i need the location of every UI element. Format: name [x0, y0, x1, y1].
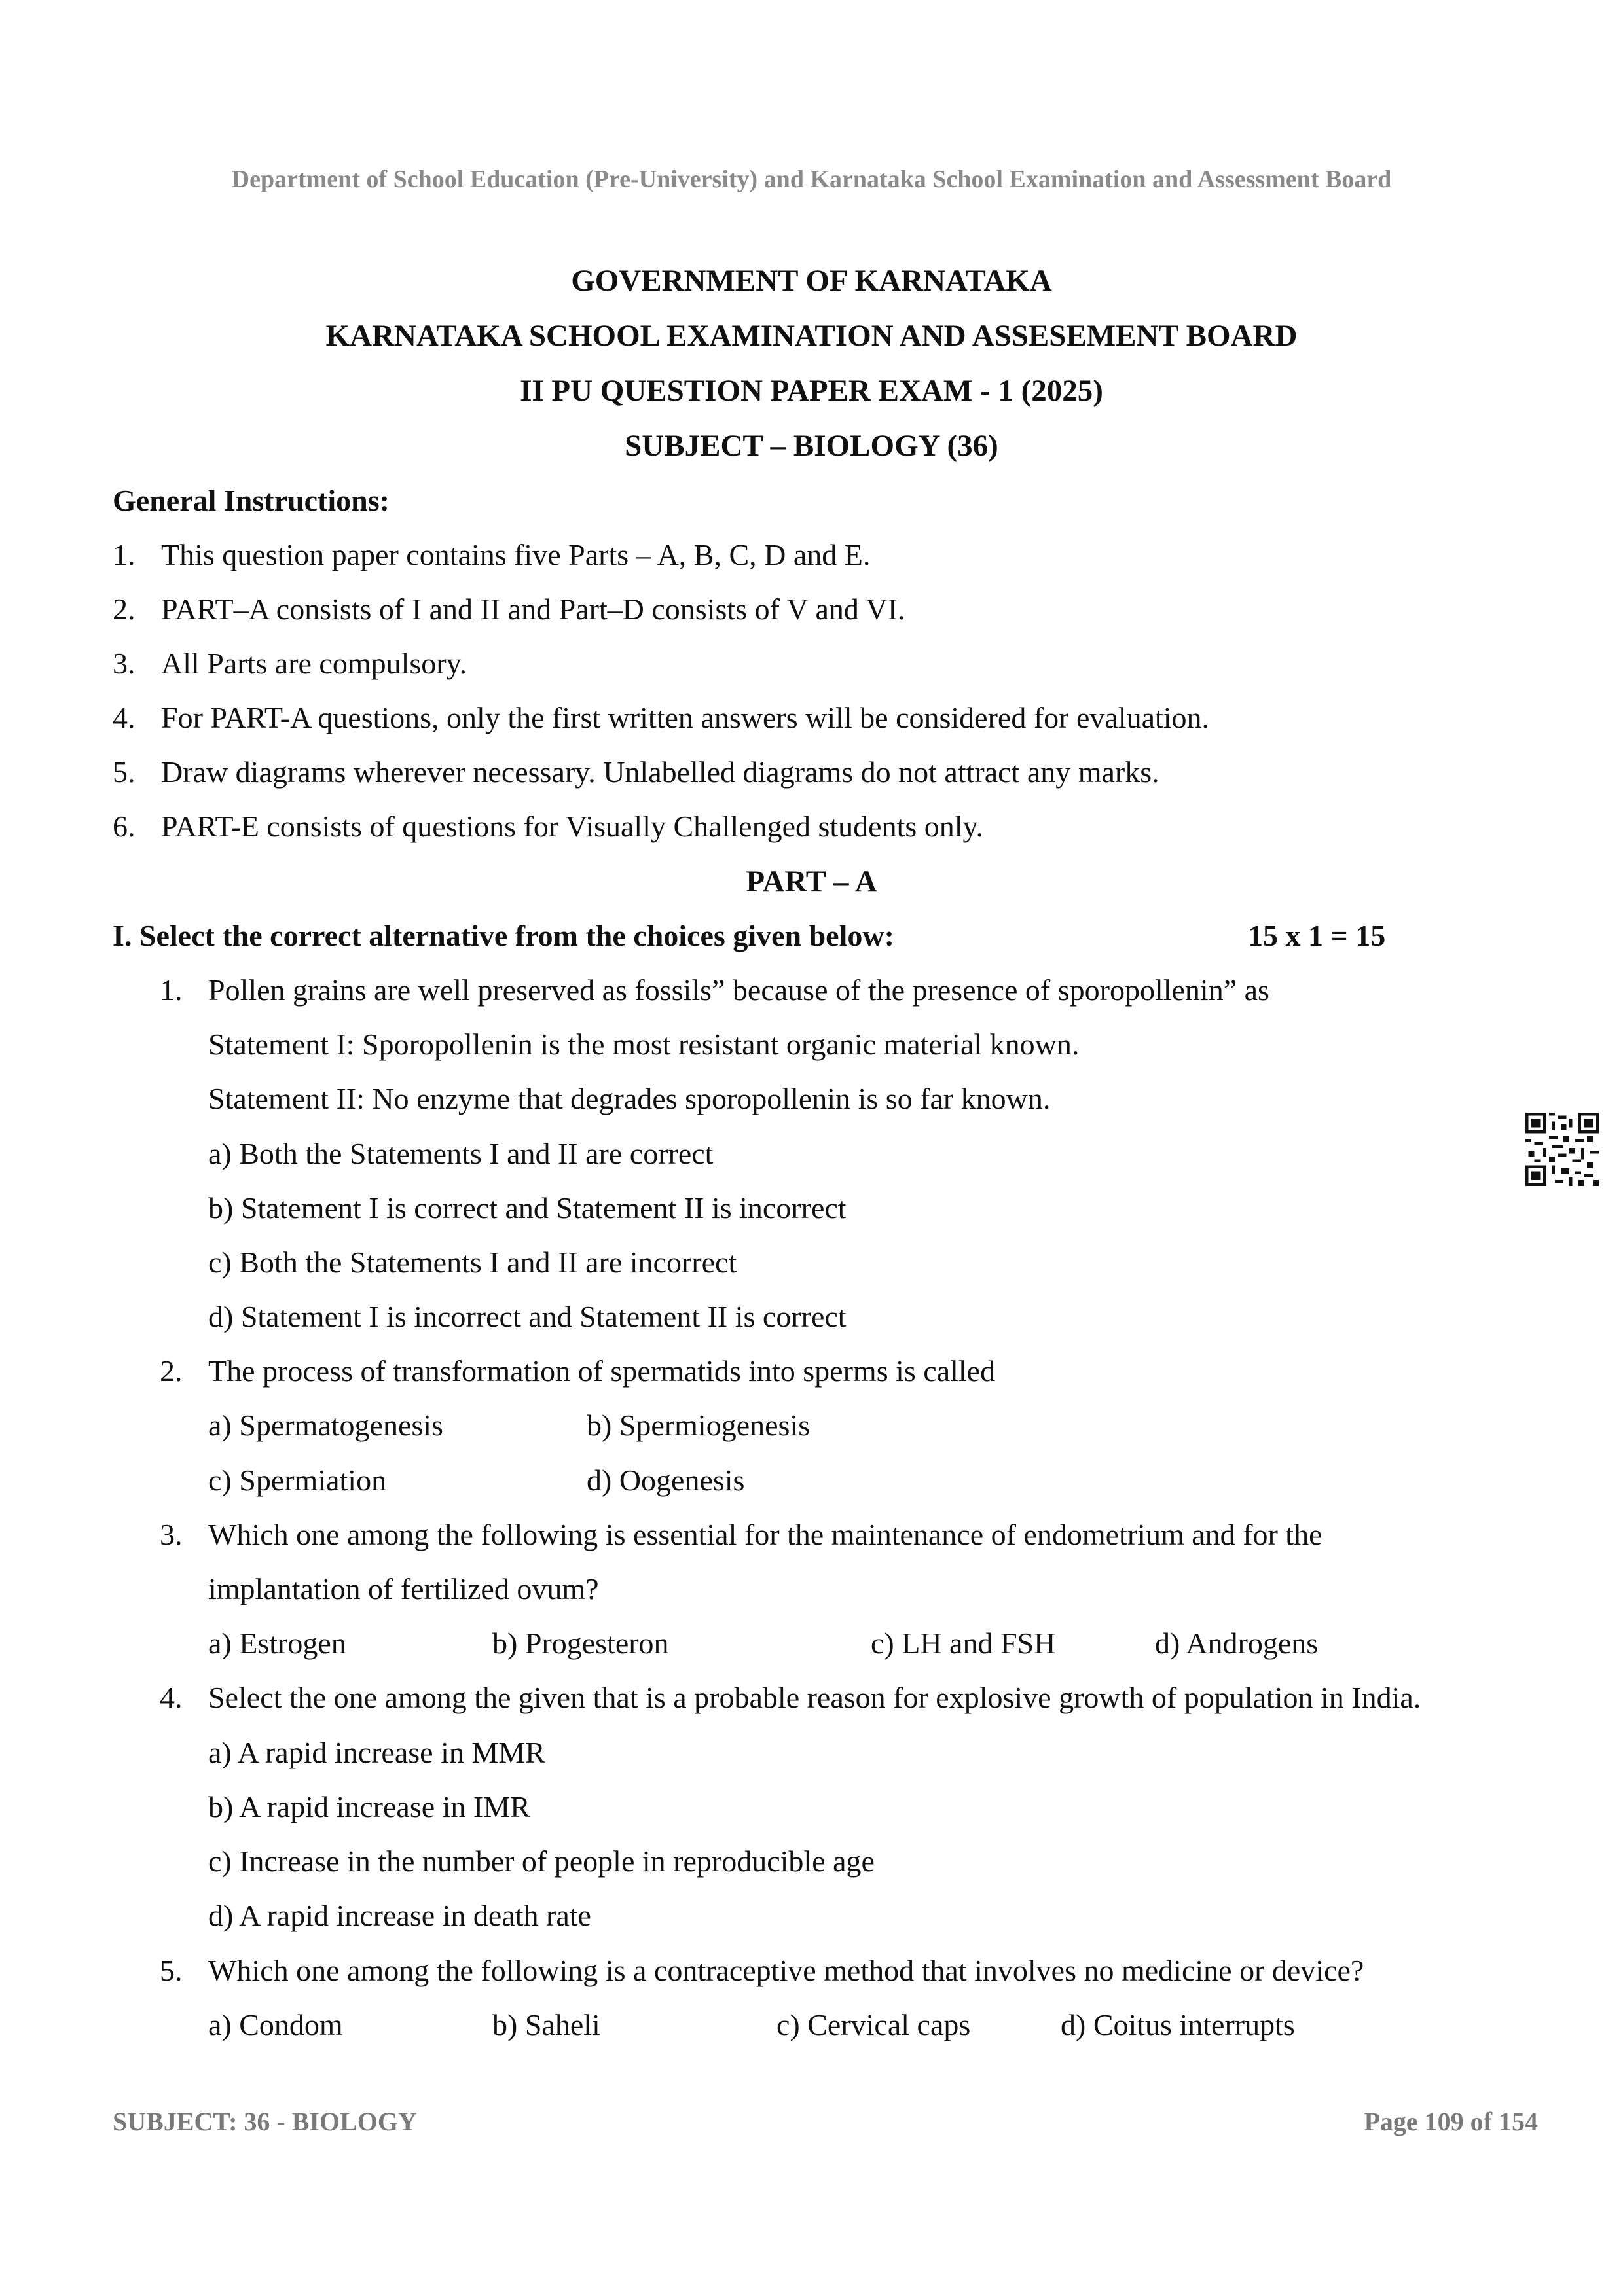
- question-5-option-c: c) Cervical caps: [776, 2008, 971, 2041]
- question-4-option-a: a) A rapid increase in MMR: [208, 1736, 545, 1769]
- question-5-option-a: a) Condom: [208, 2008, 343, 2041]
- question-4-option-d: d) A rapid increase in death rate: [208, 1899, 591, 1932]
- instruction-number: 1.: [113, 538, 136, 571]
- question-4-option-b: b) A rapid increase in IMR: [208, 1790, 530, 1823]
- question-5-option-b: b) Saheli: [492, 2008, 600, 2041]
- question-number: 5.: [160, 1954, 183, 1987]
- question-1-option-d: d) Statement I is incorrect and Statement II is correct: [208, 1300, 847, 1333]
- instruction-item: [113, 700, 1209, 735]
- title-exam: II PU QUESTION PAPER EXAM - 1 (2025): [520, 374, 1103, 408]
- question-3-option-c: c) LH and FSH: [871, 1626, 1056, 1660]
- question-text: Pollen grains are well preserved as fossils” because of the presence of sporopollenin” as: [208, 973, 1269, 1007]
- qr-code-icon: [1525, 1113, 1599, 1186]
- question-number: 3.: [160, 1518, 183, 1551]
- instructions-heading: General Instructions:: [113, 484, 390, 517]
- question-3-continuation: implantation of fertilized ovum?: [208, 1572, 599, 1605]
- question-1-option-c: c) Both the Statements I and II are incorrect: [208, 1246, 737, 1279]
- title-subject: SUBJECT – BIOLOGY (36): [625, 429, 998, 463]
- question-1-option-b: b) Statement I is correct and Statement II is incorrect: [208, 1191, 847, 1225]
- instruction-text: Draw diagrams wherever necessary. Unlabelled diagrams do not attract any marks.: [161, 755, 1159, 789]
- section-marks: 15 x 1 = 15: [1248, 919, 1386, 952]
- question-1-statement-2: Statement II: No enzyme that degrades sporopollenin is so far known.: [208, 1082, 1051, 1115]
- question-text: Select the one among the given that is a probable reason for explosive growth of population in India.: [208, 1681, 1421, 1714]
- department-header: Department of School Education (Pre-University) and Karnataka School Examination and Assessment Board: [231, 166, 1392, 193]
- instruction-item: [113, 592, 905, 626]
- instruction-number: 2.: [113, 592, 136, 626]
- question-1-statement-1: Statement I: Sporopollenin is the most resistant organic material known.: [208, 1028, 1080, 1061]
- question-number: 1.: [160, 973, 183, 1007]
- question-3-option-d: d) Androgens: [1155, 1626, 1319, 1660]
- question-text: Which one among the following is a contraceptive method that involves no medicine or device?: [208, 1954, 1364, 1987]
- question-number: 4.: [160, 1681, 183, 1714]
- instruction-text: PART–A consists of I and II and Part–D consists of V and VI.: [161, 592, 905, 626]
- question-text: Which one among the following is essential for the maintenance of endometrium and for the: [208, 1518, 1322, 1551]
- question-3-option-a: a) Estrogen: [208, 1626, 346, 1660]
- question-2-option-a: a) Spermatogenesis: [208, 1408, 443, 1442]
- question-4: [160, 1680, 1421, 1715]
- instruction-number: 5.: [113, 755, 136, 789]
- question-2: [160, 1354, 995, 1388]
- instruction-number: 4.: [113, 701, 136, 734]
- question-2-option-b: b) Spermiogenesis: [587, 1408, 811, 1442]
- instruction-number: 3.: [113, 647, 136, 680]
- instruction-text: All Parts are compulsory.: [161, 647, 467, 680]
- instruction-item: [113, 537, 870, 572]
- instruction-item: [113, 809, 983, 844]
- instruction-item: [113, 646, 467, 681]
- question-2-option-d: d) Oogenesis: [587, 1463, 745, 1497]
- question-1: [160, 973, 1269, 1007]
- instruction-text: PART-E consists of questions for Visually Challenged students only.: [161, 810, 984, 843]
- title-board: KARNATAKA SCHOOL EXAMINATION AND ASSESEMENT BOARD: [325, 319, 1298, 353]
- part-a-heading: PART – A: [746, 865, 877, 899]
- instruction-text: This question paper contains five Parts – A, B, C, D and E.: [161, 538, 871, 571]
- question-3-option-b: b) Progesteron: [492, 1626, 669, 1660]
- instruction-text: For PART-A questions, only the first written answers will be considered for evaluation.: [161, 701, 1210, 734]
- footer-page-number: Page 109 of 154: [1364, 2107, 1538, 2136]
- question-text: The process of transformation of spermatids into sperms is called: [208, 1354, 996, 1388]
- question-3: [160, 1517, 1322, 1552]
- question-number: 2.: [160, 1354, 183, 1388]
- footer-subject: SUBJECT: 36 - BIOLOGY: [113, 2107, 417, 2136]
- question-4-option-c: c) Increase in the number of people in reproducible age: [208, 1844, 875, 1878]
- section-instruction: I. Select the correct alternative from the choices given below:: [113, 919, 894, 952]
- question-1-option-a: a) Both the Statements I and II are correct: [208, 1137, 714, 1170]
- title-government: GOVERNMENT OF KARNATAKA: [571, 264, 1052, 298]
- instruction-item: [113, 755, 1159, 789]
- question-5: [160, 1953, 1364, 1988]
- instruction-number: 6.: [113, 810, 136, 843]
- question-5-option-d: d) Coitus interrupts: [1061, 2008, 1295, 2041]
- question-2-option-c: c) Spermiation: [208, 1463, 387, 1497]
